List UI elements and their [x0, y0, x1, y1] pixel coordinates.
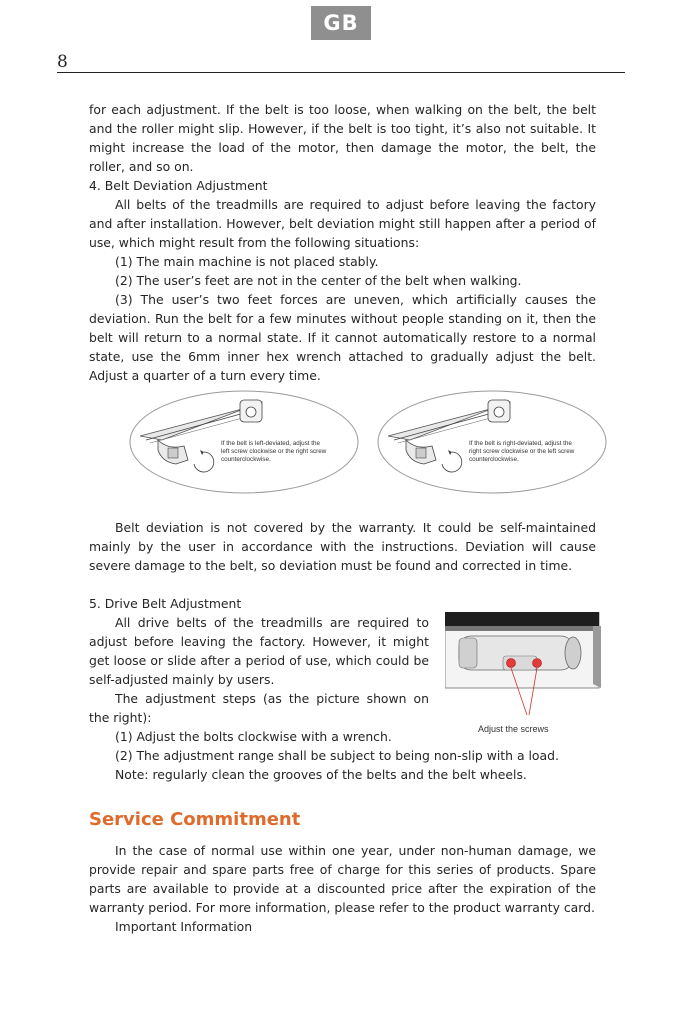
intro-paragraph: for each adjustment. If the belt is too loose, when walking on the belt, the belt and the roller might slip. However, if the belt is too tight, it’s also not suitable. It might increase the load of the motor, then damage the motor, the belt, the roller, and so on.: [89, 102, 596, 174]
note: Note: regularly clean the grooves of the belts and the belt wheels.: [115, 767, 527, 782]
left-figure-line-3: counterclockwise.: [221, 456, 271, 463]
important-information: Important Information: [115, 919, 253, 934]
right-figure-line-1: If the belt is right-deviated, adjust the: [469, 440, 572, 447]
drive-belt-figure: [445, 612, 605, 738]
belt-deviation-figures: [128, 388, 612, 498]
warranty-paragraph: Belt deviation is not covered by the warranty. It could be self-maintained mainly by the user in accordance with the instructions. Deviation will cause severe damage to the belt, so deviation must be found and corrected in time.: [89, 520, 596, 573]
page-number: 8: [57, 52, 68, 72]
section-4-paragraph: All belts of the treadmills are required to adjust before leaving the factory and after installation. However, belt deviation might still happen after a period of use, which might result from the following situations:: [89, 197, 596, 250]
left-figure-line-1: If the belt is left-deviated, adjust the: [221, 440, 321, 447]
step-1: (1) Adjust the bolts clockwise with a wrench.: [115, 729, 392, 744]
adjust-screws-caption: Adjust the screws: [478, 724, 549, 734]
situation-3: (3) The user’s two feet forces are uneven, which artificially causes the deviation. Run the belt for a few minutes without people standing on it, then the belt will return to a normal state. If it cannot automatically restore to a normal state, use the 6mm inner hex wrench attached to gradually adjust the belt. Adjust a quarter of a turn every time.: [89, 292, 596, 383]
right-deviation-figure: [378, 391, 606, 493]
situation-2: (2) The user’s feet are not in the center of the belt when walking.: [115, 273, 522, 288]
section-4-title: 4. Belt Deviation Adjustment: [89, 178, 268, 193]
left-deviation-figure: [130, 391, 358, 493]
left-figure-line-2: left screw clockwise or the right screw: [221, 448, 327, 455]
situation-1: (1) The main machine is not placed stably.: [115, 254, 379, 269]
section-5-title: 5. Drive Belt Adjustment: [89, 596, 242, 611]
header-rule: [57, 72, 625, 73]
service-paragraph: In the case of normal use within one year, under non-human damage, we provide repair and spare parts free of charge for this series of products. Spare parts are available to provide at a discounted price after the expiration of the warranty period. For more information, please refer to the product warranty card.: [89, 843, 596, 915]
language-badge: GB: [311, 6, 371, 40]
right-figure-line-3: counterclockwise.: [469, 456, 519, 463]
step-2: (2) The adjustment range shall be subject to being non-slip with a load.: [115, 748, 559, 763]
right-figure-line-2: right screw clockwise or the left screw: [469, 448, 575, 455]
section-5-steps-intro: The adjustment steps (as the picture shown on the right):: [89, 691, 429, 725]
service-commitment-heading: Service Commitment: [89, 809, 301, 830]
section-5-paragraph: All drive belts of the treadmills are required to adjust before leaving the factory. However, it might get loose or slide after a period of use, which could be self-adjusted mainly by users.: [89, 615, 429, 687]
